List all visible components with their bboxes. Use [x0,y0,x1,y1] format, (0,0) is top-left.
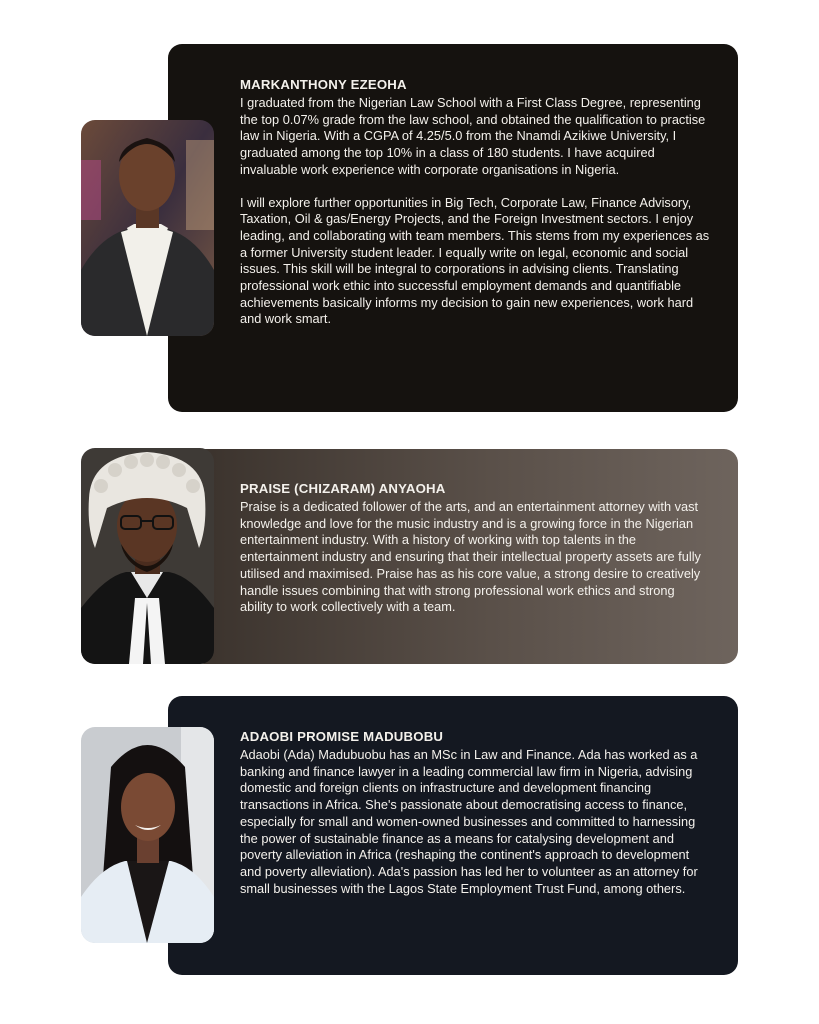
bio-paragraph: I will explore further opportunities in Big Tech, Corporate Law, Finance Advisory, Taxation, Oil & gas/Energy Projects, and the Foreign Investment sectors. I enjoy leading, and collaborating with team members. This stems from my experiences as a former University student leader. I equally write on legal, economic and social issues. This skill will be integral to corporations in advising clients. Translating professional work ethic into successful employment demands and quantifiable achievements basically informs my decision to gain new experiences, work hard and work smart. [240,194,710,327]
profile-card-markanthony [168,44,738,412]
bio-paragraph: Praise is a dedicated follower of the arts, and an entertainment attorney with vast knowledge and love for the music industry and is a growing force in the Nigerian entertainment industry. With a history of working with top talents in the entertainment industry and ensuring that their intellectual property assets are fully utilised and maximised. Praise has as his core value, a strong desire to creatively handle issues combining that with strong professional work ethics and strong ability to work collectively with a team. [240,499,701,615]
profile-bio [240,499,710,616]
bio-paragraph: Adaobi (Ada) Madubuobu has an MSc in Law and Finance. Ada has worked as a banking and finance lawyer in a leading commercial law firm in Nigeria, advising domestic and foreign clients on infrastructure and development financing transactions in Africa. She's passionate about democratising access to finance, especially for small and women-owned businesses and committed to harnessing the power of sustainable finance as a means for catalysing development and poverty alleviation in Africa (reshaping the continent's approach to development and poverty alleviation). Ada's passion has led her to volunteer as an attorney for small businesses with the Lagos State Employment Trust Fund, among others. [240,747,698,896]
profile-photo-markanthony [81,120,214,336]
profile-card-praise [190,449,738,664]
profile-name: ADAOBI PROMISE MADUBOBU [240,729,444,744]
profile-bio [240,747,710,897]
profile-photo-adaobi [81,727,214,943]
profile-photo-praise [81,448,214,664]
profile-card-adaobi [168,696,738,975]
profile-bio [240,95,710,328]
bio-paragraph: I graduated from the Nigerian Law School with a First Class Degree, representing the top 0.07% grade from the law school, and obtained the qualification to practise law in Nigeria. With a CGPA of 4.25/5.0 from the Nnamdi Azikiwe University, I graduated among the top 10% in a class of 180 students. I have acquired invaluable work experience with corporate organisations in Nigeria. [240,95,706,177]
profile-name: PRAISE (CHIZARAM) ANYAOHA [240,481,446,496]
profile-name: MARKANTHONY EZEOHA [240,77,407,92]
